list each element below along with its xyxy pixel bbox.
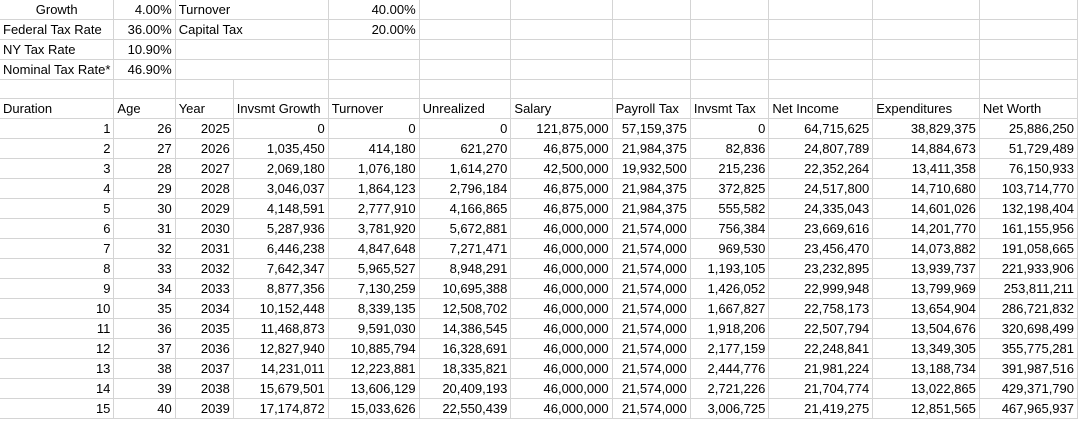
data-cell[interactable]: 12,508,702: [419, 299, 511, 319]
data-cell[interactable]: 38: [114, 359, 175, 379]
data-cell[interactable]: 14,073,882: [873, 239, 980, 259]
data-cell[interactable]: 1,614,270: [419, 159, 511, 179]
data-cell[interactable]: 2,796,184: [419, 179, 511, 199]
data-cell[interactable]: 31: [114, 219, 175, 239]
data-cell[interactable]: 2027: [175, 159, 233, 179]
column-header[interactable]: Invsmt Tax: [690, 99, 768, 119]
data-cell[interactable]: 13,188,734: [873, 359, 980, 379]
data-cell[interactable]: 2,777,910: [328, 199, 419, 219]
data-cell[interactable]: 30: [114, 199, 175, 219]
data-cell[interactable]: 46,000,000: [511, 239, 612, 259]
data-cell[interactable]: 2,444,776: [690, 359, 768, 379]
empty-cell[interactable]: [612, 40, 690, 60]
data-cell[interactable]: 21,984,375: [612, 199, 690, 219]
data-cell[interactable]: 21,984,375: [612, 179, 690, 199]
data-cell[interactable]: 24,517,800: [769, 179, 873, 199]
data-cell[interactable]: 22,507,794: [769, 319, 873, 339]
empty-cell[interactable]: [769, 20, 873, 40]
data-cell[interactable]: 38,829,375: [873, 119, 980, 139]
data-cell[interactable]: 37: [114, 339, 175, 359]
data-cell[interactable]: 46,000,000: [511, 279, 612, 299]
data-cell[interactable]: 215,236: [690, 159, 768, 179]
data-cell[interactable]: 21,574,000: [612, 219, 690, 239]
data-cell[interactable]: 286,721,832: [979, 299, 1077, 319]
data-cell[interactable]: 2031: [175, 239, 233, 259]
empty-cell[interactable]: [511, 20, 612, 40]
data-cell[interactable]: 355,775,281: [979, 339, 1077, 359]
column-header[interactable]: Year: [175, 99, 233, 119]
data-cell[interactable]: 46,000,000: [511, 259, 612, 279]
table-row: [0, 399, 1078, 419]
data-cell[interactable]: 5,672,881: [419, 219, 511, 239]
empty-cell[interactable]: [873, 60, 980, 80]
data-cell[interactable]: 28: [114, 159, 175, 179]
data-cell[interactable]: 13,504,676: [873, 319, 980, 339]
param-value[interactable]: [328, 60, 419, 80]
data-cell[interactable]: 46,000,000: [511, 219, 612, 239]
table-row: [0, 239, 1078, 259]
data-cell[interactable]: 57,159,375: [612, 119, 690, 139]
param-value[interactable]: 36.00%: [114, 20, 175, 40]
data-cell[interactable]: 11: [0, 319, 114, 339]
data-cell[interactable]: 5,965,527: [328, 259, 419, 279]
data-cell[interactable]: 161,155,956: [979, 219, 1077, 239]
data-cell[interactable]: 29: [114, 179, 175, 199]
empty-cell[interactable]: [328, 80, 419, 99]
data-cell[interactable]: 221,933,906: [979, 259, 1077, 279]
empty-cell[interactable]: [873, 0, 980, 20]
empty-cell[interactable]: [175, 80, 233, 99]
column-header[interactable]: Salary: [511, 99, 612, 119]
data-cell[interactable]: 33: [114, 259, 175, 279]
data-cell[interactable]: 1,035,450: [233, 139, 328, 159]
param-label[interactable]: Capital Tax: [175, 20, 328, 40]
data-cell[interactable]: 22,758,173: [769, 299, 873, 319]
param-row: [0, 0, 1078, 20]
data-cell[interactable]: 14,201,770: [873, 219, 980, 239]
data-cell[interactable]: 42,500,000: [511, 159, 612, 179]
table-row: [0, 259, 1078, 279]
data-cell[interactable]: 13,799,969: [873, 279, 980, 299]
data-cell[interactable]: 46,000,000: [511, 299, 612, 319]
data-cell[interactable]: 14,386,545: [419, 319, 511, 339]
data-cell[interactable]: 1,076,180: [328, 159, 419, 179]
param-row: [0, 40, 1078, 60]
data-cell[interactable]: 2034: [175, 299, 233, 319]
column-header[interactable]: Unrealized: [419, 99, 511, 119]
empty-cell[interactable]: [419, 60, 511, 80]
column-header[interactable]: Payroll Tax: [612, 99, 690, 119]
data-cell[interactable]: 3: [0, 159, 114, 179]
data-cell[interactable]: 21,574,000: [612, 239, 690, 259]
header-row: [0, 99, 1078, 119]
data-cell[interactable]: 51,729,489: [979, 139, 1077, 159]
data-cell[interactable]: 372,825: [690, 179, 768, 199]
param-row: [0, 60, 1078, 80]
data-cell[interactable]: 11,468,873: [233, 319, 328, 339]
data-cell[interactable]: 12,223,881: [328, 359, 419, 379]
data-cell[interactable]: 10: [0, 299, 114, 319]
data-cell[interactable]: 191,058,665: [979, 239, 1077, 259]
empty-cell[interactable]: [690, 20, 768, 40]
table-row: [0, 139, 1078, 159]
data-cell[interactable]: 10,885,794: [328, 339, 419, 359]
data-cell[interactable]: 0: [690, 119, 768, 139]
empty-cell[interactable]: [419, 20, 511, 40]
data-cell[interactable]: 7: [0, 239, 114, 259]
data-cell[interactable]: 132,198,404: [979, 199, 1077, 219]
param-value[interactable]: 40.00%: [328, 0, 419, 20]
table-row: [0, 339, 1078, 359]
empty-cell[interactable]: [873, 40, 980, 60]
data-cell[interactable]: 7,642,347: [233, 259, 328, 279]
data-cell[interactable]: 13,349,305: [873, 339, 980, 359]
data-cell[interactable]: 14,231,011: [233, 359, 328, 379]
data-cell[interactable]: 2039: [175, 399, 233, 419]
data-cell[interactable]: 4: [0, 179, 114, 199]
table-row: [0, 219, 1078, 239]
data-cell[interactable]: 253,811,211: [979, 279, 1077, 299]
data-cell[interactable]: 9,591,030: [328, 319, 419, 339]
data-cell[interactable]: 15,033,626: [328, 399, 419, 419]
data-cell[interactable]: 24,807,789: [769, 139, 873, 159]
data-cell[interactable]: 14: [0, 379, 114, 399]
data-cell[interactable]: 13: [0, 359, 114, 379]
table-row: [0, 359, 1078, 379]
param-value[interactable]: 20.00%: [328, 20, 419, 40]
data-cell[interactable]: 23,669,616: [769, 219, 873, 239]
empty-cell[interactable]: [769, 40, 873, 60]
column-header[interactable]: Expenditures: [873, 99, 980, 119]
empty-cell[interactable]: [690, 0, 768, 20]
data-cell[interactable]: 2035: [175, 319, 233, 339]
data-cell[interactable]: 39: [114, 379, 175, 399]
param-row: [0, 20, 1078, 40]
data-cell[interactable]: 21,574,000: [612, 299, 690, 319]
empty-cell[interactable]: [233, 80, 328, 99]
empty-cell[interactable]: [979, 20, 1077, 40]
param-label[interactable]: Federal Tax Rate: [0, 20, 114, 40]
table-row: [0, 319, 1078, 339]
data-cell[interactable]: 555,582: [690, 199, 768, 219]
data-cell[interactable]: 2026: [175, 139, 233, 159]
empty-cell[interactable]: [612, 80, 690, 99]
data-cell[interactable]: 621,270: [419, 139, 511, 159]
data-cell[interactable]: 23,456,470: [769, 239, 873, 259]
empty-cell[interactable]: [690, 40, 768, 60]
blank-row: [0, 80, 1078, 99]
data-cell[interactable]: 5,287,936: [233, 219, 328, 239]
data-cell[interactable]: 76,150,933: [979, 159, 1077, 179]
param-value[interactable]: 10.90%: [114, 40, 175, 60]
data-cell[interactable]: 1: [0, 119, 114, 139]
data-cell[interactable]: 8,877,356: [233, 279, 328, 299]
data-cell[interactable]: 103,714,770: [979, 179, 1077, 199]
param-label[interactable]: Growth: [0, 0, 114, 20]
data-cell[interactable]: 2029: [175, 199, 233, 219]
data-cell[interactable]: 0: [419, 119, 511, 139]
data-cell[interactable]: 12,851,565: [873, 399, 980, 419]
data-cell[interactable]: 6: [0, 219, 114, 239]
table-row: [0, 179, 1078, 199]
data-cell[interactable]: 13,654,904: [873, 299, 980, 319]
data-cell[interactable]: 320,698,499: [979, 319, 1077, 339]
data-cell[interactable]: 2038: [175, 379, 233, 399]
data-cell[interactable]: 2033: [175, 279, 233, 299]
data-cell[interactable]: 8,339,135: [328, 299, 419, 319]
empty-cell[interactable]: [769, 60, 873, 80]
data-cell[interactable]: 36: [114, 319, 175, 339]
param-label[interactable]: [175, 60, 328, 80]
data-cell[interactable]: 121,875,000: [511, 119, 612, 139]
data-cell[interactable]: 26: [114, 119, 175, 139]
empty-cell[interactable]: [979, 40, 1077, 60]
empty-cell[interactable]: [419, 80, 511, 99]
empty-cell[interactable]: [419, 40, 511, 60]
data-cell[interactable]: 21,704,774: [769, 379, 873, 399]
table-row: [0, 159, 1078, 179]
column-header[interactable]: Net Income: [769, 99, 873, 119]
data-cell[interactable]: 12,827,940: [233, 339, 328, 359]
data-cell[interactable]: 46,000,000: [511, 379, 612, 399]
data-cell[interactable]: 2,177,159: [690, 339, 768, 359]
data-cell[interactable]: 2025: [175, 119, 233, 139]
data-cell[interactable]: 22,999,948: [769, 279, 873, 299]
data-cell[interactable]: 1,918,206: [690, 319, 768, 339]
column-header[interactable]: Invsmt Growth: [233, 99, 328, 119]
data-cell[interactable]: 12: [0, 339, 114, 359]
data-cell[interactable]: 391,987,516: [979, 359, 1077, 379]
empty-cell[interactable]: [612, 60, 690, 80]
param-value[interactable]: [328, 40, 419, 60]
data-cell[interactable]: 17,174,872: [233, 399, 328, 419]
data-cell[interactable]: 46,875,000: [511, 139, 612, 159]
data-cell[interactable]: 35: [114, 299, 175, 319]
param-value[interactable]: 46.90%: [114, 60, 175, 80]
data-cell[interactable]: 2,721,226: [690, 379, 768, 399]
data-cell[interactable]: 21,574,000: [612, 399, 690, 419]
data-cell[interactable]: 0: [233, 119, 328, 139]
data-cell[interactable]: 21,574,000: [612, 259, 690, 279]
data-cell[interactable]: 23,232,895: [769, 259, 873, 279]
data-cell[interactable]: 14,884,673: [873, 139, 980, 159]
data-cell[interactable]: 1,426,052: [690, 279, 768, 299]
param-label[interactable]: Nominal Tax Rate*: [0, 60, 114, 80]
column-header[interactable]: Age: [114, 99, 175, 119]
data-cell[interactable]: 20,409,193: [419, 379, 511, 399]
data-cell[interactable]: 40: [114, 399, 175, 419]
data-cell[interactable]: 21,574,000: [612, 339, 690, 359]
data-cell[interactable]: 13,411,358: [873, 159, 980, 179]
data-cell[interactable]: 1,193,105: [690, 259, 768, 279]
data-cell[interactable]: 16,328,691: [419, 339, 511, 359]
data-cell[interactable]: 9: [0, 279, 114, 299]
data-cell[interactable]: 969,530: [690, 239, 768, 259]
empty-cell[interactable]: [511, 80, 612, 99]
param-value[interactable]: 4.00%: [114, 0, 175, 20]
data-cell[interactable]: 414,180: [328, 139, 419, 159]
data-cell[interactable]: 21,419,275: [769, 399, 873, 419]
data-cell[interactable]: 2030: [175, 219, 233, 239]
data-cell[interactable]: 21,574,000: [612, 279, 690, 299]
table-row: [0, 119, 1078, 139]
empty-cell[interactable]: [0, 80, 114, 99]
data-cell[interactable]: 2,069,180: [233, 159, 328, 179]
data-cell[interactable]: 1,667,827: [690, 299, 768, 319]
data-cell[interactable]: 34: [114, 279, 175, 299]
data-cell[interactable]: 21,984,375: [612, 139, 690, 159]
empty-cell[interactable]: [873, 80, 980, 99]
empty-cell[interactable]: [979, 0, 1077, 20]
data-cell[interactable]: 3,781,920: [328, 219, 419, 239]
table-row: [0, 379, 1078, 399]
data-cell[interactable]: 2: [0, 139, 114, 159]
data-cell[interactable]: 429,371,790: [979, 379, 1077, 399]
empty-cell[interactable]: [979, 60, 1077, 80]
table-row: [0, 199, 1078, 219]
table-row: [0, 279, 1078, 299]
data-cell[interactable]: 2032: [175, 259, 233, 279]
empty-cell[interactable]: [979, 80, 1077, 99]
empty-cell[interactable]: [511, 0, 612, 20]
data-cell[interactable]: 22,248,841: [769, 339, 873, 359]
data-cell[interactable]: 46,000,000: [511, 319, 612, 339]
empty-cell[interactable]: [612, 20, 690, 40]
data-cell[interactable]: 2037: [175, 359, 233, 379]
data-cell[interactable]: 15: [0, 399, 114, 419]
data-cell[interactable]: 46,000,000: [511, 399, 612, 419]
data-cell[interactable]: 10,695,388: [419, 279, 511, 299]
data-cell[interactable]: 467,965,937: [979, 399, 1077, 419]
data-cell[interactable]: 46,875,000: [511, 199, 612, 219]
data-cell[interactable]: 46,000,000: [511, 359, 612, 379]
param-label[interactable]: [175, 40, 328, 60]
data-cell[interactable]: 14,601,026: [873, 199, 980, 219]
data-cell[interactable]: 0: [328, 119, 419, 139]
param-label[interactable]: Turnover: [175, 0, 328, 20]
empty-cell[interactable]: [769, 80, 873, 99]
data-cell[interactable]: 21,981,224: [769, 359, 873, 379]
data-cell[interactable]: 8,948,291: [419, 259, 511, 279]
data-cell[interactable]: 64,715,625: [769, 119, 873, 139]
empty-cell[interactable]: [511, 60, 612, 80]
data-cell[interactable]: 6,446,238: [233, 239, 328, 259]
empty-cell[interactable]: [873, 20, 980, 40]
data-cell[interactable]: 22,352,264: [769, 159, 873, 179]
param-label[interactable]: NY Tax Rate: [0, 40, 114, 60]
empty-cell[interactable]: [690, 80, 768, 99]
data-cell[interactable]: 22,550,439: [419, 399, 511, 419]
data-cell[interactable]: 21,574,000: [612, 359, 690, 379]
data-cell[interactable]: 4,847,648: [328, 239, 419, 259]
data-cell[interactable]: 7,130,259: [328, 279, 419, 299]
data-cell[interactable]: 3,006,725: [690, 399, 768, 419]
empty-cell[interactable]: [690, 60, 768, 80]
data-cell[interactable]: 1,864,123: [328, 179, 419, 199]
data-cell[interactable]: 4,166,865: [419, 199, 511, 219]
data-cell[interactable]: 21,574,000: [612, 319, 690, 339]
data-cell[interactable]: 2028: [175, 179, 233, 199]
data-cell[interactable]: 13,939,737: [873, 259, 980, 279]
empty-cell[interactable]: [114, 80, 175, 99]
data-cell[interactable]: 27: [114, 139, 175, 159]
column-header[interactable]: Duration: [0, 99, 114, 119]
data-cell[interactable]: 25,886,250: [979, 119, 1077, 139]
data-cell[interactable]: 5: [0, 199, 114, 219]
data-cell[interactable]: 82,836: [690, 139, 768, 159]
data-cell[interactable]: 13,022,865: [873, 379, 980, 399]
data-cell[interactable]: 18,335,821: [419, 359, 511, 379]
data-cell[interactable]: 46,000,000: [511, 339, 612, 359]
data-cell[interactable]: 7,271,471: [419, 239, 511, 259]
data-cell[interactable]: 756,384: [690, 219, 768, 239]
data-cell[interactable]: 15,679,501: [233, 379, 328, 399]
data-cell[interactable]: 13,606,129: [328, 379, 419, 399]
data-cell[interactable]: 3,046,037: [233, 179, 328, 199]
data-cell[interactable]: 32: [114, 239, 175, 259]
data-cell[interactable]: 21,574,000: [612, 379, 690, 399]
data-cell[interactable]: 24,335,043: [769, 199, 873, 219]
empty-cell[interactable]: [769, 0, 873, 20]
data-cell[interactable]: 4,148,591: [233, 199, 328, 219]
data-cell[interactable]: 46,875,000: [511, 179, 612, 199]
data-cell[interactable]: 14,710,680: [873, 179, 980, 199]
data-cell[interactable]: 8: [0, 259, 114, 279]
column-header[interactable]: Net Worth: [979, 99, 1077, 119]
column-header[interactable]: Turnover: [328, 99, 419, 119]
data-cell[interactable]: 2036: [175, 339, 233, 359]
data-cell[interactable]: 19,932,500: [612, 159, 690, 179]
empty-cell[interactable]: [612, 0, 690, 20]
data-cell[interactable]: 10,152,448: [233, 299, 328, 319]
empty-cell[interactable]: [511, 40, 612, 60]
empty-cell[interactable]: [419, 0, 511, 20]
table-row: [0, 299, 1078, 319]
